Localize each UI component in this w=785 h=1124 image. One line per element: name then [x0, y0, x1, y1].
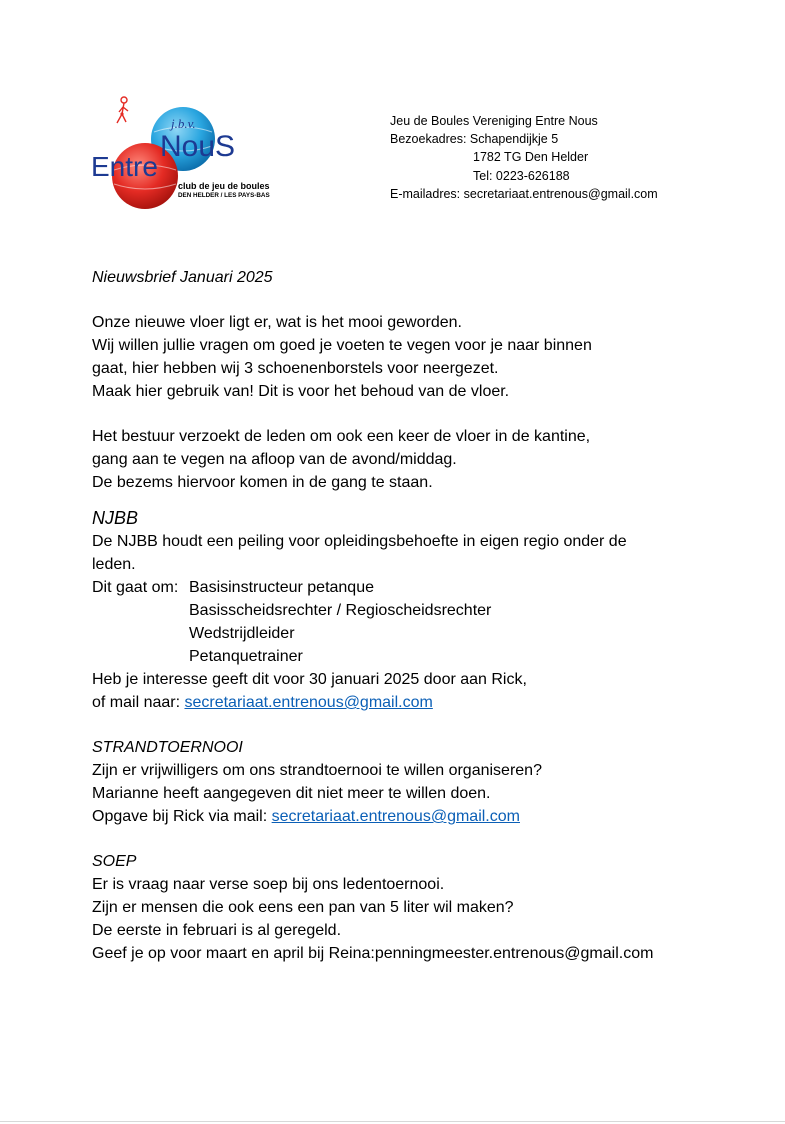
- logo-tagline-1: club de jeu de boules: [178, 181, 270, 191]
- strand-mail-line: [92, 805, 752, 828]
- strand-mail-prefix: Opgave bij Rick via mail:: [92, 808, 272, 825]
- strand-line: Zijn er vrijwilligers om ons strandtoernooi te willen organiseren?: [92, 762, 542, 779]
- njbb-items-label: Dit gaat om:: [92, 579, 179, 596]
- email-address: E-mailadres: secretariaat.entrenous@gmail.com: [390, 186, 658, 201]
- njbb-interest-line: Heb je interesse geeft dit voor 30 januari 2025 door aan Rick,: [92, 671, 527, 688]
- njbb-heading: NJBB: [92, 508, 139, 528]
- phone-number: Tel: 0223-626188: [473, 168, 570, 183]
- club-name: Jeu de Boules Vereniging Entre Nous: [390, 114, 598, 128]
- strand-mail-link[interactable]: secretariaat.entrenous@gmail.com: [271, 808, 520, 825]
- njbb-item: Basisscheidsrechter / Regioscheidsrechter: [189, 602, 492, 619]
- newsletter-body: [92, 266, 752, 965]
- address-block: [390, 112, 658, 203]
- strand-line: Marianne heeft aangegeven dit niet meer te willen doen.: [92, 785, 491, 802]
- visit-address: Bezoekadres: Schapendijkje 5: [390, 132, 559, 147]
- logo-jbv: j.b.v.: [171, 116, 196, 131]
- player-figure-icon: [117, 97, 128, 123]
- njbb-item: Wedstrijdleider: [189, 625, 295, 642]
- njbb-item: Petanquetrainer: [189, 648, 303, 665]
- njbb-item-row: [92, 576, 752, 599]
- intro-line: gaat, hier hebben wij 3 schoenenborstels voor neergezet.: [92, 360, 499, 377]
- intro-line: Onze nieuwe vloer ligt er, wat is het mooi geworden.: [92, 314, 462, 331]
- newsletter-title: Nieuwsbrief Januari 2025: [92, 269, 273, 286]
- board-line: Het bestuur verzoekt de leden om ook een keer de vloer in de kantine,: [92, 428, 591, 445]
- logo-entre: Entre: [91, 151, 158, 182]
- intro-line: Maak hier gebruik van! Dit is voor het behoud van de vloer.: [92, 383, 510, 400]
- soep-line: Geef je op voor maart en april bij Reina:penningmeester.entrenous@gmail.com: [92, 945, 654, 962]
- soep-heading: SOEP: [92, 853, 137, 870]
- club-logo: [88, 92, 298, 214]
- strand-heading: STRANDTOERNOOI: [92, 739, 243, 756]
- njbb-item-row: [92, 622, 752, 645]
- logo-nous: NouS: [160, 130, 236, 163]
- board-line: gang aan te vegen na afloop van de avond/middag.: [92, 451, 457, 468]
- soep-line: Er is vraag naar verse soep bij ons ledentoernooi.: [92, 876, 445, 893]
- logo-tagline-2: DEN HELDER / LES PAYS-BAS: [178, 192, 270, 199]
- njbb-mail-prefix: of mail naar:: [92, 694, 185, 711]
- njbb-line: leden.: [92, 556, 136, 573]
- njbb-line: De NJBB houdt een peiling voor opleidingsbehoefte in eigen regio onder de: [92, 533, 627, 550]
- page-edge-divider: [0, 1121, 785, 1122]
- soep-line: De eerste in februari is al geregeld.: [92, 922, 342, 939]
- soep-line: Zijn er mensen die ook eens een pan van 5 liter wil maken?: [92, 899, 514, 916]
- njbb-item-row: [92, 599, 752, 622]
- postal-code: 1782 TG Den Helder: [473, 150, 589, 165]
- board-line: De bezems hiervoor komen in de gang te staan.: [92, 474, 433, 491]
- njbb-mail-line: [92, 691, 752, 714]
- njbb-item: Basisinstructeur petanque: [189, 579, 374, 596]
- njbb-mail-link[interactable]: secretariaat.entrenous@gmail.com: [184, 694, 433, 711]
- njbb-item-row: [92, 645, 752, 668]
- intro-line: Wij willen jullie vragen om goed je voeten te vegen voor je naar binnen: [92, 337, 592, 354]
